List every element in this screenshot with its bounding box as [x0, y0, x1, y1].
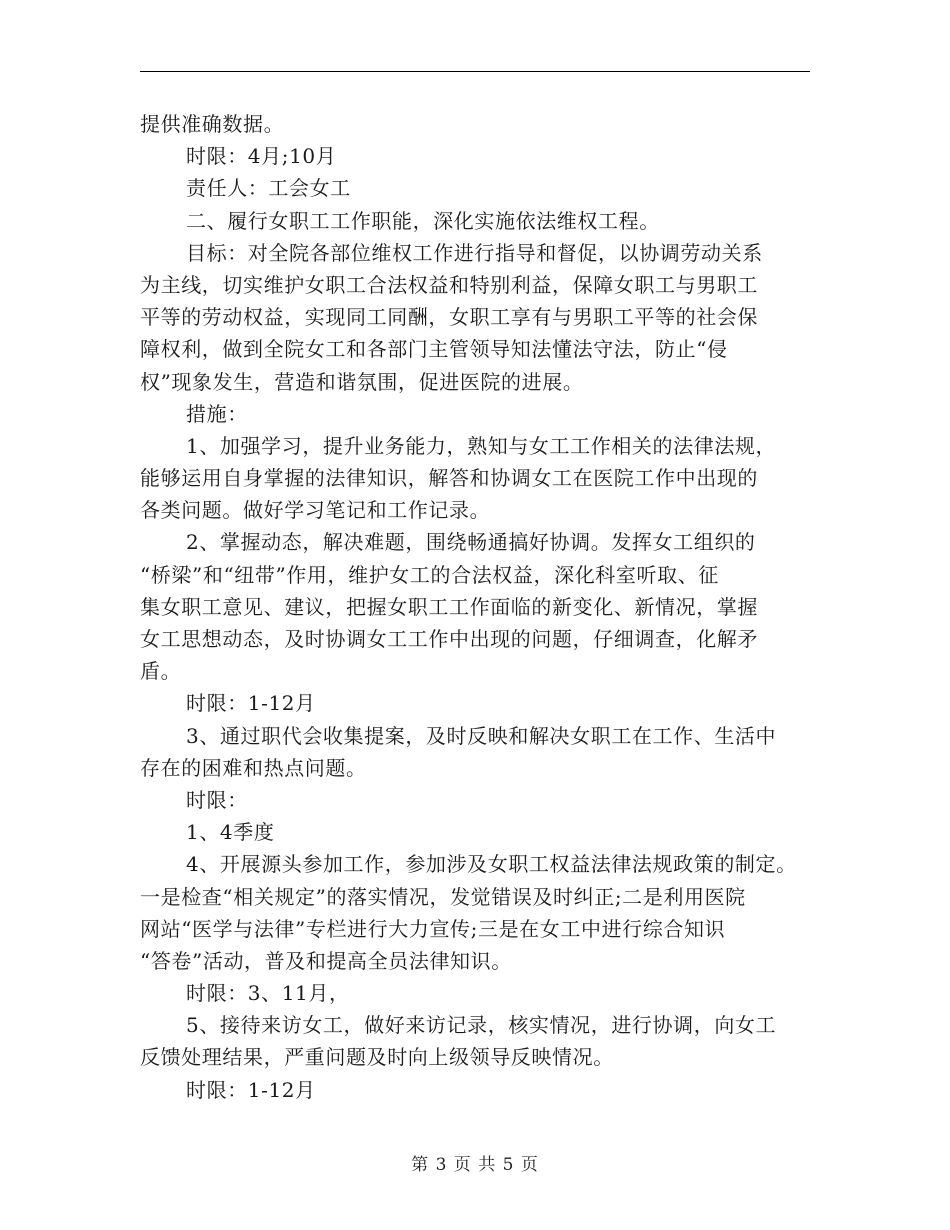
- text-line: 二、履行女职工工作职能，深化实施依法维权工程。: [186, 208, 660, 233]
- text-line: “答卷”活动，普及和提高全员法律知识。: [140, 948, 512, 973]
- text-line: 责任人：工会女工: [186, 176, 351, 201]
- text-line: 各类问题。做好学习笔记和工作记录。: [140, 498, 491, 523]
- document-body: [140, 108, 810, 1106]
- text-line: 4、开展源头参加工作，参加涉及女职工权益法律法规政策的制定。: [186, 852, 797, 877]
- text-line: 目标：对全院各部位维权工作进行指导和督促，以协调劳动关系: [186, 240, 763, 265]
- text-line: 3、通过职代会收集提案，及时反映和解决女职工在工作、生活中: [186, 723, 777, 748]
- text-line: 时限：1-12月: [186, 691, 316, 716]
- text-line: 1、加强学习，提升业务能力，熟知与女工工作相关的法律法规，: [186, 433, 777, 458]
- text-line: 措施：: [186, 401, 248, 426]
- text-line: 时限：: [186, 787, 248, 812]
- text-line: 存在的困难和热点问题。: [140, 755, 367, 780]
- text-line: 能够运用自身掌握的法律知识，解答和协调女工在医院工作中出现的: [140, 466, 758, 491]
- text-line: 时限：1-12月: [186, 1077, 316, 1102]
- text-line: 权”现象发生，营造和谐氛围，促进医院的进展。: [140, 369, 584, 394]
- text-line: 时限：4月;10月: [186, 144, 337, 169]
- header-rule: [140, 71, 810, 72]
- text-line: 一是检查“相关规定”的落实情况，发觉错误及时纠正;二是利用医院: [140, 884, 746, 909]
- text-line: 平等的劳动权益，实现同工同酬，女职工享有与男职工平等的社会保: [140, 305, 758, 330]
- text-line: 反馈处理结果，严重问题及时向上级领导反映情况。: [140, 1045, 614, 1070]
- page-footer: 第 3 页 共 5 页: [411, 1155, 539, 1175]
- text-line: 提供准确数据。: [140, 112, 285, 136]
- text-line: 为主线，切实维护女职工合法权益和特别利益，保障女职工与男职工: [140, 272, 758, 297]
- text-line: 盾。: [140, 659, 182, 684]
- text-line: 5、接待来访女工，做好来访记录，核实情况，进行协调，向女工: [186, 1013, 777, 1038]
- text-line: 女工思想动态，及时协调女工工作中出现的问题，仔细调查，化解矛: [140, 627, 758, 651]
- text-line: 1、4季度: [186, 820, 275, 845]
- text-line: 时限：3、11月，: [186, 981, 350, 1006]
- text-line: 集女职工意见、建议，把握女职工工作面临的新变化、新情况，掌握: [140, 594, 758, 619]
- text-line: “桥梁”和“纽带”作用，维护女工的合法权益，深化科室听取、征: [140, 562, 719, 587]
- text-line: 2、掌握动态，解决难题，围绕畅通搞好协调。发挥女工组织的: [186, 530, 756, 555]
- text-line: 障权利，做到全院女工和各部门主管领导知法懂法守法，防止“侵: [140, 337, 728, 362]
- text-line: 网站“医学与法律”专栏进行大力宣传;三是在女工中进行综合知识: [140, 916, 726, 941]
